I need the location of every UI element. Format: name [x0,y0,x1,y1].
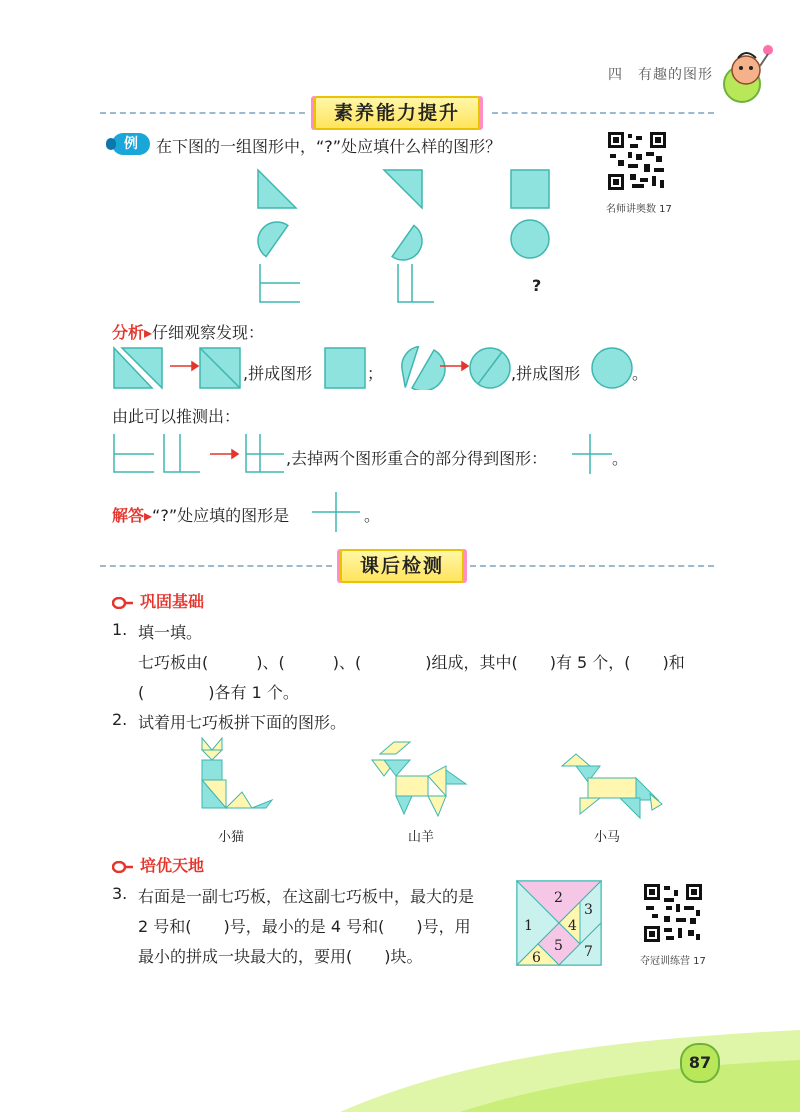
divider-left-2 [100,565,332,567]
goat-figure [370,740,470,824]
cat-figure [196,736,276,822]
arrow-icon: ▸ [144,323,153,342]
q3-line-2: 2 号和( )号，最小的是 4 号和( )号，用 [138,917,471,936]
answer-label: 解答 [112,506,145,525]
example-question: 在下图的一组图形中，“?”处应填什么样的图形？ [156,137,502,156]
analysis-row [112,320,264,343]
horse-label: 小马 [594,830,621,845]
goat-label: 山羊 [408,830,435,845]
example-tag: 例 [112,133,150,155]
circle-shape [511,220,549,258]
horse-figure [560,752,664,824]
eye-bullet-icon [112,597,134,609]
tangram-label: 3 [584,902,593,918]
answer-text: “?”处应填的图形是 [152,506,290,525]
line-figure-2 [398,264,434,302]
square-shape [511,170,549,208]
eye-bullet-icon [112,861,134,873]
q3-line-1: 右面是一副七巧板，在这副七巧板中，最大的是 [138,887,475,906]
bottom-wave-decoration [340,1000,800,1112]
q1-num: 1. [112,620,128,639]
q2-num: 2. [112,710,128,729]
tangram-label: 5 [554,938,563,954]
q2-title: 试着用七巧板拼下面的图形。 [138,713,347,732]
tangram-diagram [516,880,602,966]
tangram-label: 4 [568,918,577,934]
half-circle-right-shape [392,225,429,267]
answer-figure [310,490,362,534]
answer-row [112,503,289,526]
analysis-result-1: ,拼成图形 [243,364,313,383]
section-banner-ability: 素养能力提升 [314,96,480,130]
arrow-icon: ▸ [144,506,153,525]
analysis-text: 仔细观察发现： [152,323,265,342]
analysis-label: 分析 [112,323,145,342]
q1-line-1: 七巧板由( )、( )、( )组成，其中( )有 5 个，( )和 [138,653,685,672]
q1-line-2: ( )各有 1 个。 [138,683,299,702]
qr-code-icon[interactable] [606,130,668,192]
sub-heading-basics: 巩固基础 [112,589,204,612]
q1-title: 填一填。 [138,623,203,642]
divider-right [492,112,714,114]
tangram-label: 2 [554,890,563,906]
line-figure-1 [260,264,300,302]
mascot-illustration [716,40,780,104]
sub-heading-advanced: 培优天地 [112,853,204,876]
answer-period: 。 [364,506,381,525]
divider-left [100,112,305,114]
q3-line-3: 最小的拼成一块最大的，要用( )块。 [138,947,423,966]
analysis-separator: ； [367,364,384,383]
qr-caption: 名师讲奥数 17 [606,204,672,215]
section-banner-homework: 课后检测 [340,549,464,583]
triangle-left-shape [258,170,296,208]
inference-text: 由此可以推测出： [112,407,241,426]
example-figure-grid [250,166,560,306]
chapter-title: 四 有趣的图形 [608,67,713,83]
tangram-label: 6 [532,950,541,966]
inference-result: ,去掉两个图形重合的部分得到图形： [286,449,548,468]
tangram-label: 7 [584,944,593,960]
divider-right-2 [470,565,714,567]
tangram-label: 1 [524,918,533,934]
inference-period: 。 [612,449,629,468]
cat-label: 小猫 [218,830,245,845]
triangle-right-shape [384,170,422,208]
half-circle-left-shape [251,215,288,257]
page-number: 87 [680,1043,720,1083]
analysis-result-2: ,拼成图形 [511,364,581,383]
qr-caption-2: 夺冠训练营 17 [640,956,706,967]
q3-num: 3. [112,884,128,903]
analysis-period-1: 。 [632,364,649,383]
question-mark: ? [532,276,542,295]
qr-code-icon-2[interactable] [642,882,704,944]
